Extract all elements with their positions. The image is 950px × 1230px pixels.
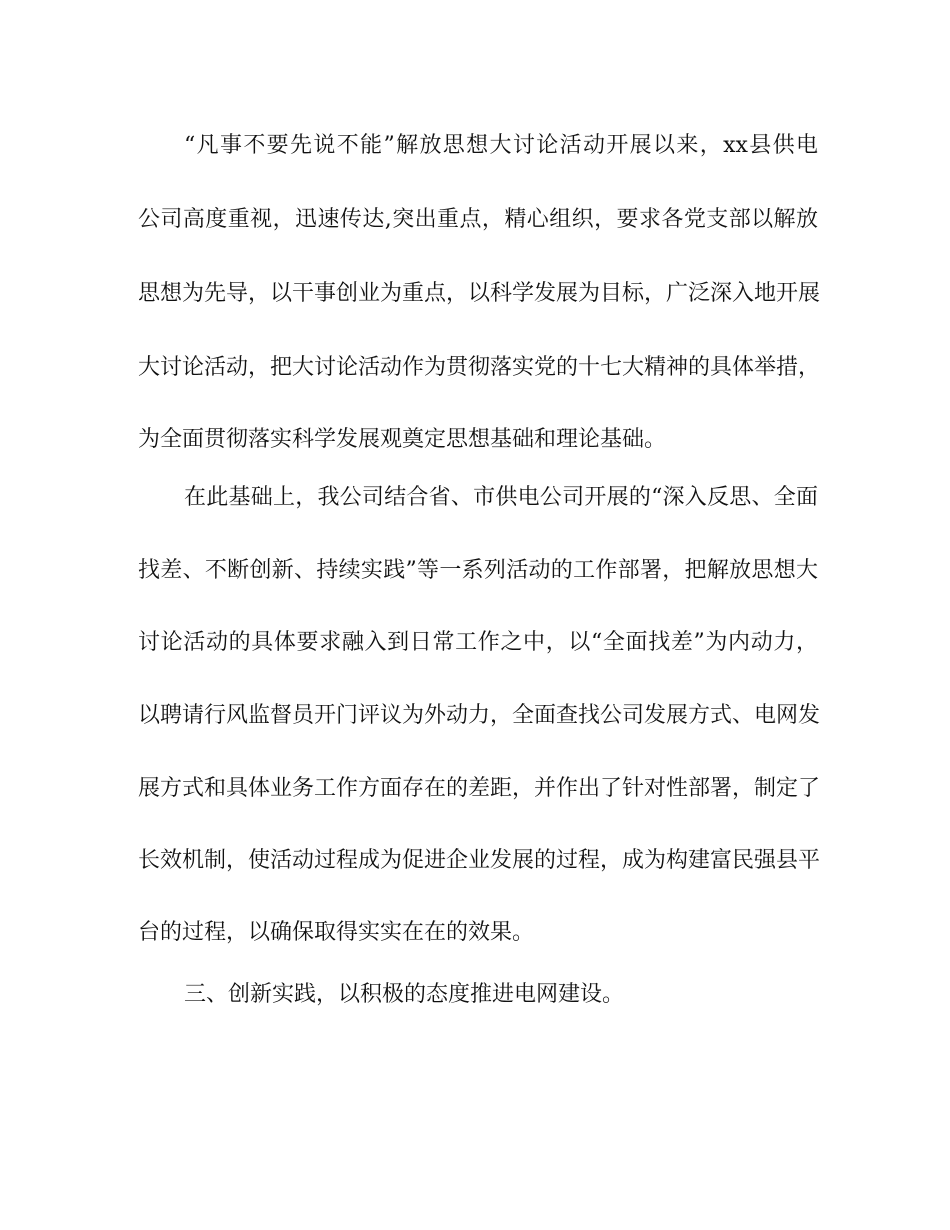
paragraph-1-line-5: 为全面贯彻落实科学发展观奠定思想基础和理论基础。: [138, 427, 667, 452]
paragraph-2-line-3: 讨论活动的具体要求融入到日常工作之中，以“全面找差”为内动力，: [138, 630, 818, 655]
paragraph-1-line-3: 思想为先导，以干事创业为重点，以科学发展为目标，广泛深入地开展: [138, 281, 821, 306]
paragraph-2-line-7: 台的过程，以确保取得实实在在的效果。: [138, 920, 535, 945]
section-heading: 三、创新实践，以积极的态度推进电网建设。: [184, 982, 625, 1007]
paragraph-1-line-4: 大讨论活动，把大讨论活动作为贯彻落实党的十七大精神的具体举措，: [138, 355, 821, 380]
paragraph-2-line-5: 展方式和具体业务工作方面存在的差距，并作出了针对性部署，制定了: [138, 776, 821, 801]
paragraph-2-line-6: 长效机制，使活动过程成为促进企业发展的过程，成为构建富民强县平: [138, 848, 821, 873]
paragraph-2-line-4: 以聘请行风监督员开门评议为外动力，全面查找公司发展方式、电网发: [138, 703, 821, 728]
paragraph-2-line-1: 在此基础上，我公司结合省、市供电公司开展的“深入反思、全面: [184, 485, 818, 510]
paragraph-1-line-1: “凡事不要先说不能”解放思想大讨论活动开展以来，xx县供电: [184, 133, 818, 158]
paragraph-2-line-2: 找差、不断创新、持续实践”等一系列活动的工作部署，把解放思想大: [138, 558, 818, 583]
paragraph-1-line-2: 公司高度重视，迅速传达,突出重点，精心组织，要求各党支部以解放: [138, 207, 818, 232]
